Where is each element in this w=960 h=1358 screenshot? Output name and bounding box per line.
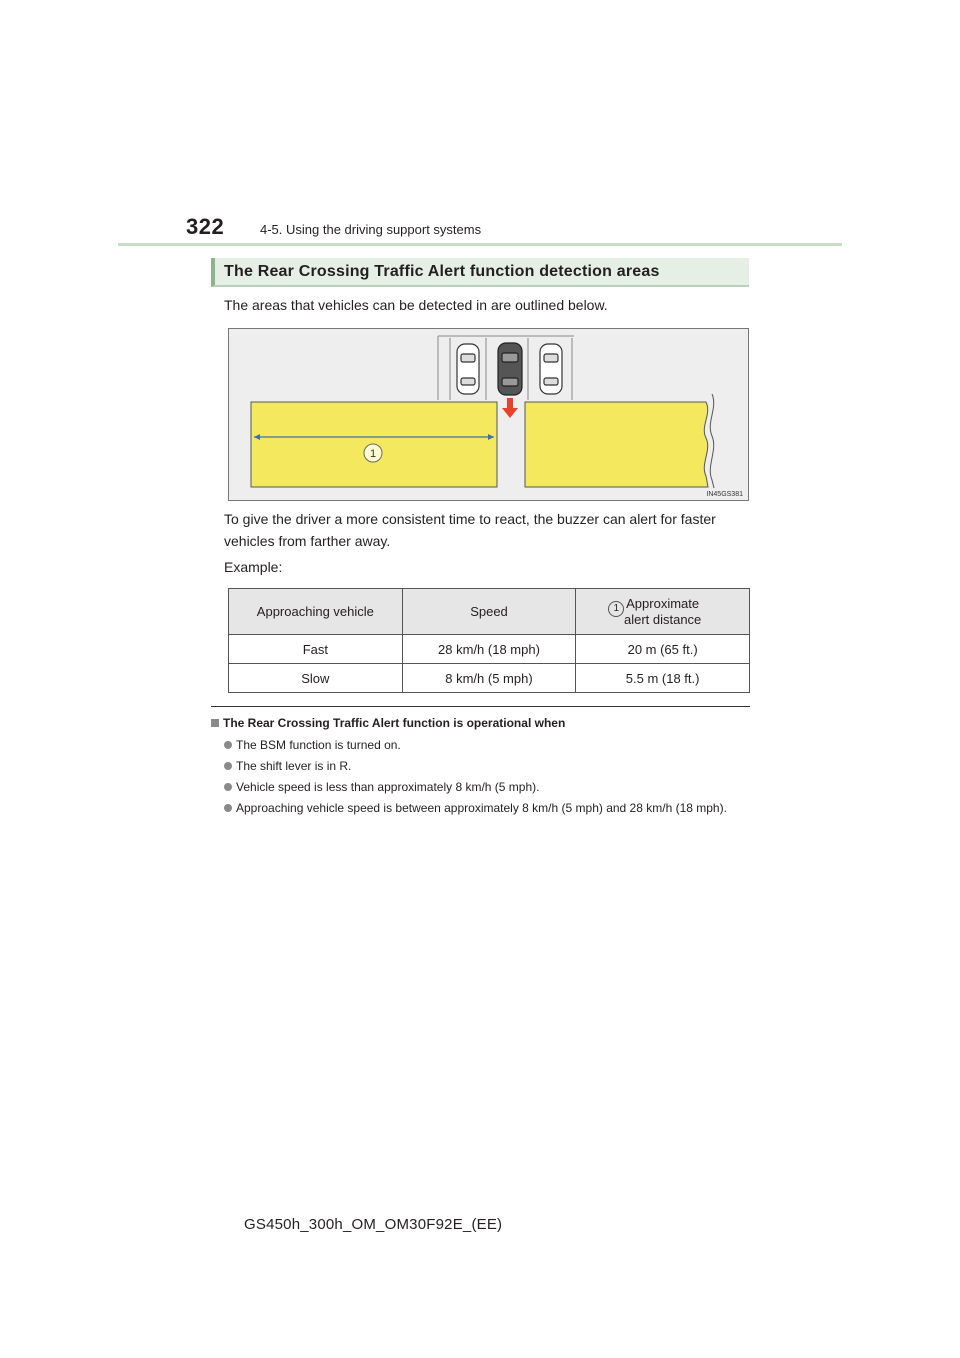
buzzer-text-line1: To give the driver a more consistent time to react, the buzzer can alert for faster — [224, 511, 716, 527]
cell-distance: 20 m (65 ft.) — [576, 635, 750, 664]
col-header-speed: Speed — [402, 589, 576, 635]
cell-speed: 8 km/h (5 mph) — [402, 664, 576, 693]
note-heading: The Rear Crossing Traffic Alert function is operational when — [211, 716, 565, 730]
buzzer-text-line2: vehicles from farther away. — [224, 533, 391, 549]
bullet-icon — [224, 783, 232, 791]
own-vehicle — [498, 343, 522, 395]
bullet-icon — [224, 762, 232, 770]
col-header-distance — [576, 589, 750, 635]
table-header-row — [229, 589, 750, 635]
distance-header-line2: alert distance — [623, 611, 702, 627]
distance-ref-badge: 1 — [608, 601, 624, 617]
header-rule — [118, 243, 842, 246]
section-title: 4-5. Using the driving support systems — [260, 222, 482, 237]
detection-zone-right — [525, 402, 708, 487]
list-item: The BSM function is turned on. — [224, 737, 750, 753]
list-item: Approaching vehicle speed is between approximately 8 km/h (5 mph) and 28 km/h (18 mph). — [224, 800, 750, 816]
footer-code: GS450h_300h_OM_OM30F92E_(EE) — [244, 1216, 503, 1233]
list-item: Vehicle speed is less than approximately 8 km/h (5 mph). — [224, 779, 750, 795]
list-item: The shift lever is in R. — [224, 758, 750, 774]
intro-text: The areas that vehicles can be detected in are outlined below. — [224, 297, 608, 313]
example-label: Example: — [224, 559, 283, 575]
col-header-vehicle: Approaching vehicle — [229, 589, 403, 635]
cell-vehicle: Slow — [229, 664, 403, 693]
table-row — [229, 664, 750, 693]
detection-area-figure — [228, 328, 749, 501]
figure-code: IN45GS381 — [706, 491, 743, 498]
cell-speed: 28 km/h (18 mph) — [402, 635, 576, 664]
bullet-icon — [224, 804, 232, 812]
notes-divider — [211, 706, 750, 707]
parked-car-right — [540, 344, 562, 394]
parked-car-left — [457, 344, 479, 394]
square-bullet-icon — [211, 719, 219, 727]
cell-distance: 5.5 m (18 ft.) — [576, 664, 750, 693]
distance-header-line1: Approximate — [626, 595, 700, 611]
callout-number: 1 — [369, 448, 377, 460]
bullet-icon — [224, 741, 232, 749]
table-row — [229, 635, 750, 664]
example-table — [228, 588, 750, 693]
cell-vehicle: Fast — [229, 635, 403, 664]
section-heading: The Rear Crossing Traffic Alert function detection areas — [224, 263, 660, 280]
page-number: 322 — [186, 214, 225, 239]
